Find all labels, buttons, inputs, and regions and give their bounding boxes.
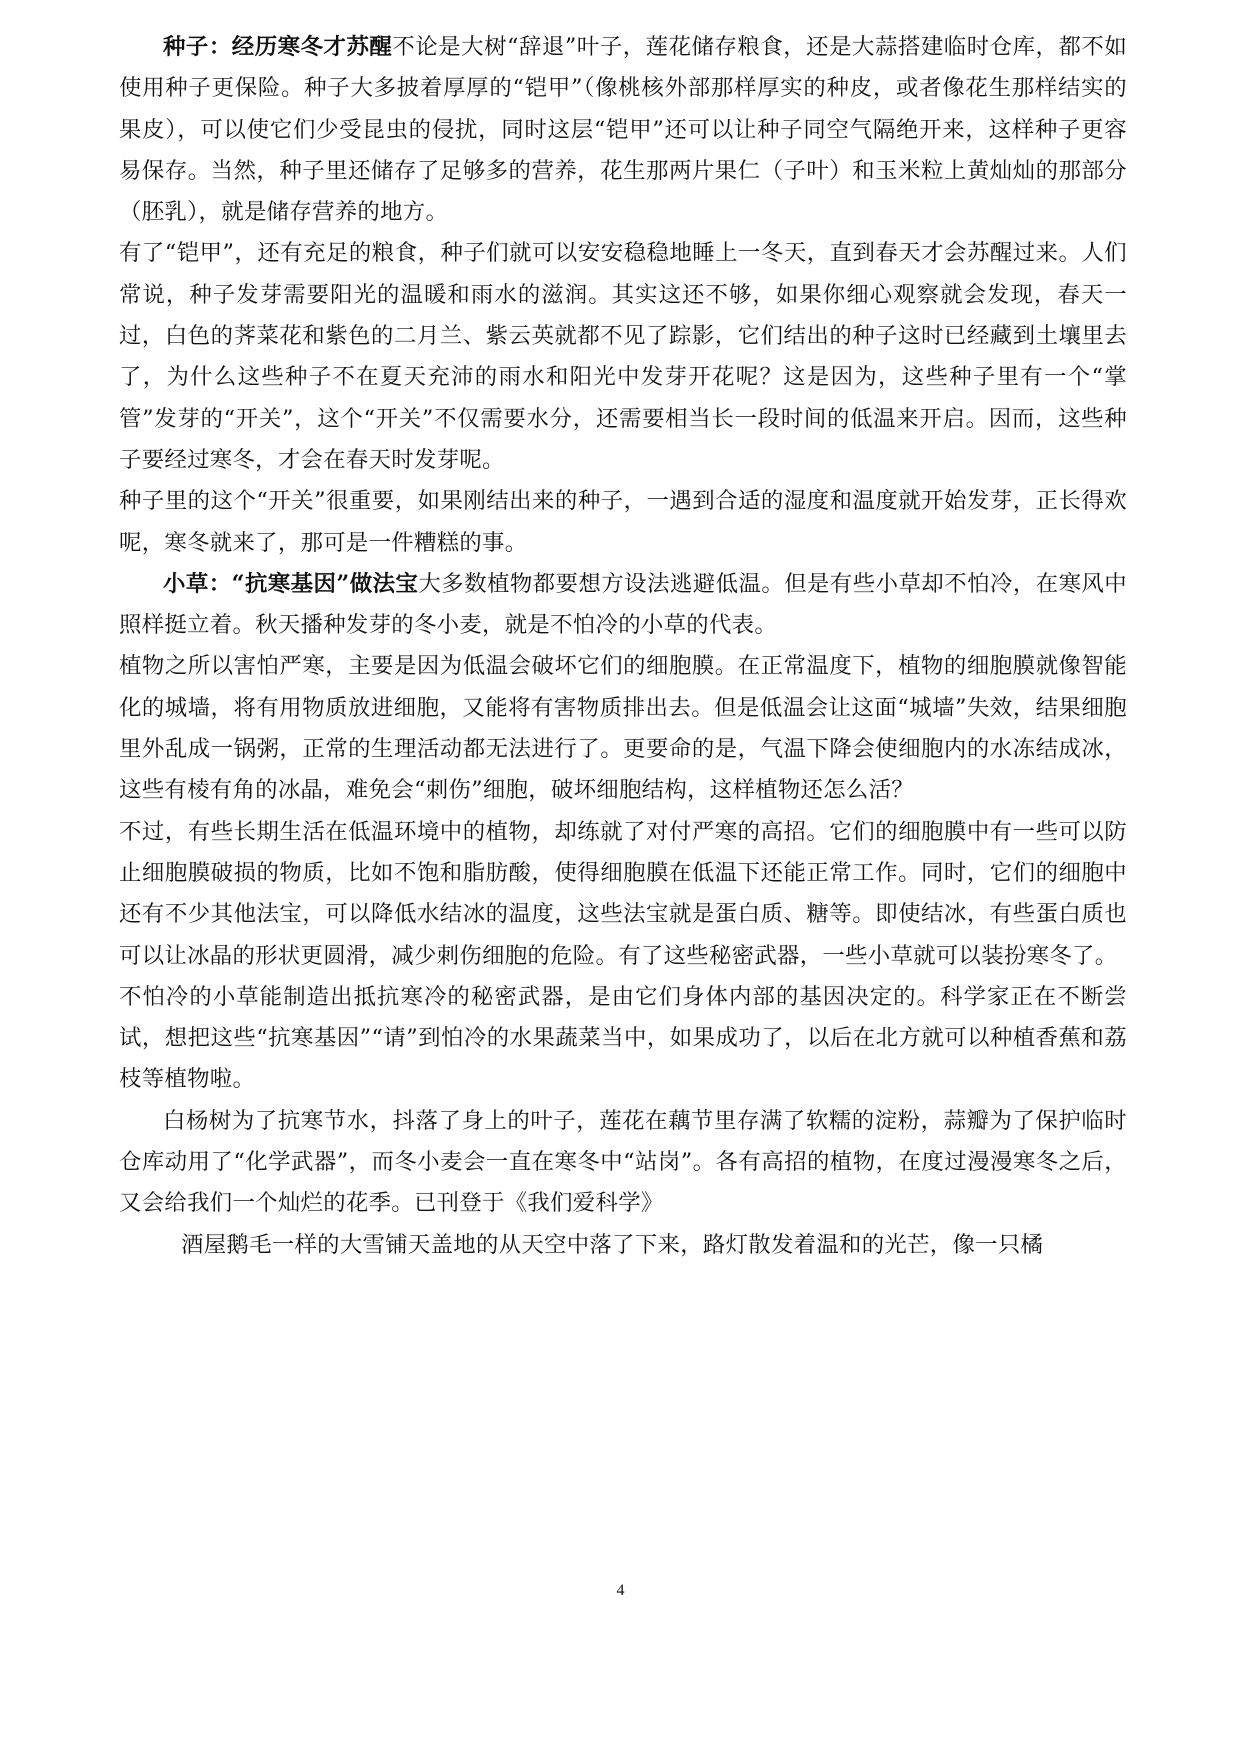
paragraph-seeds-armor <box>119 233 1127 481</box>
paragraph-next-story <box>119 1225 1127 1266</box>
page-number: 4 <box>616 1582 625 1599</box>
paragraph-text: 酒屋鹅毛一样的大雪铺天盖地的从天空中落了下来，路灯散发着温和的光芒，像一只橘 <box>181 1231 1044 1258</box>
paragraph-seeds-switch <box>119 481 1127 564</box>
section-heading-grass: 小草：“抗寒基因”做法宝 <box>163 570 419 597</box>
paragraph-text: 种子里的这个“开关”很重要，如果刚结出来的种子，一遇到合适的湿度和温度就开始发芽，正长得欢呢，寒冬就来了，那可是一件糟糕的事。 <box>119 488 1127 556</box>
paragraph-grass-intro <box>119 564 1127 647</box>
paragraph-text: 有了“铠甲”，还有充足的粮食，种子们就可以安安稳稳地睡上一冬天，直到春天才会苏醒过来。人们常说，种子发芽需要阳光的温暖和雨水的滋润。其实这还不够，如果你细心观察就会发现，春天一过，白色的荠菜花和紫色的二月兰、紫云英就都不见了踪影，它们结出的种子这时已经藏到土壤里去了，为什么这些种子不在夏天充沛的雨水和阳光中发芽开花呢？这是因为，这些种子里有一个“掌管”发芽的“开关”，这个“开关”不仅需要水分，还需要相当长一段时间的低温来开启。因而，这些种子要经过寒冬，才会在春天时发芽呢。 <box>119 240 1127 473</box>
document-body <box>119 27 1127 1266</box>
paragraph-seeds-intro <box>119 27 1127 233</box>
paragraph-text: 白杨树为了抗寒节水，抖落了身上的叶子，莲花在藕节里存满了软糯的淀粉，蒜瓣为了保护临时仓库动用了“化学武器”，而冬小麦会一直在寒冬中“站岗”。各有高招的植物，在度过漫漫寒冬之后，又会给我们一个灿烂的花季。已刊登于《我们爱科学》 <box>119 1107 1127 1217</box>
paragraph-text: 不论是大树“辞退”叶子，莲花储存粮食，还是大蒜搭建临时仓库，都不如使用种子更保险。种子大多披着厚厚的“铠甲”（像桃核外部那样厚实的种皮，或者像花生那样结实的果皮），可以使它们少受昆虫的侵扰，同时这层“铠甲”还可以让种子同空气隔绝开来，这样种子更容易保存。当然，种子里还储存了足够多的营养，花生那两片果仁（子叶）和玉米粒上黄灿灿的那部分（胚乳），就是储存营养的地方。 <box>119 34 1128 226</box>
section-heading-seeds: 种子：经历寒冬才苏醒 <box>163 34 393 60</box>
paragraph-text: 不过，有些长期生活在低温环境中的植物，却练就了对付严寒的高招。它们的细胞膜中有一些可以防止细胞膜破损的物质，比如不饱和脂肪酸，使得细胞膜在低温下还能正常工作。同时，它们的细胞中还有不少其他法宝，可以降低水结冰的温度，这些法宝就是蛋白质、糖等。即使结冰，有些蛋白质也可以让冰晶的形状更圆滑，减少刺伤细胞的危险。有了这些秘密武器，一些小草就可以装扮寒冬了。 <box>119 818 1127 969</box>
paragraph-cold-genes <box>119 977 1127 1101</box>
paragraph-conclusion <box>119 1101 1127 1225</box>
paragraph-text: 不怕冷的小草能制造出抵抗寒冷的秘密武器，是由它们身体内部的基因决定的。科学家正在不断尝试，想把这些“抗寒基因”“请”到怕冷的水果蔬菜当中，如果成功了，以后在北方就可以种植香蕉和荔枝等植物啦。 <box>119 983 1127 1093</box>
paragraph-text: 大多数植物都要想方设法逃避低温。但是有些小草却不怕冷，在寒风中照样挺立着。秋天播种发芽的冬小麦，就是不怕冷的小草的代表。 <box>119 570 1127 639</box>
paragraph-cell-membrane <box>119 646 1127 811</box>
paragraph-text: 植物之所以害怕严寒，主要是因为低温会破坏它们的细胞膜。在正常温度下，植物的细胞膜就像智能化的城墙，将有用物质放进细胞，又能将有害物质排出去。但是低温会让这面“城墙”失效，结果细胞里外乱成一锅粥，正常的生理活动都无法进行了。更要命的是，气温下降会使细胞内的水冻结成冰，这些有棱有角的冰晶，难免会“刺伤”细胞，破坏细胞结构，这样植物还怎么活？ <box>119 653 1127 804</box>
paragraph-cold-strategies <box>119 812 1127 977</box>
